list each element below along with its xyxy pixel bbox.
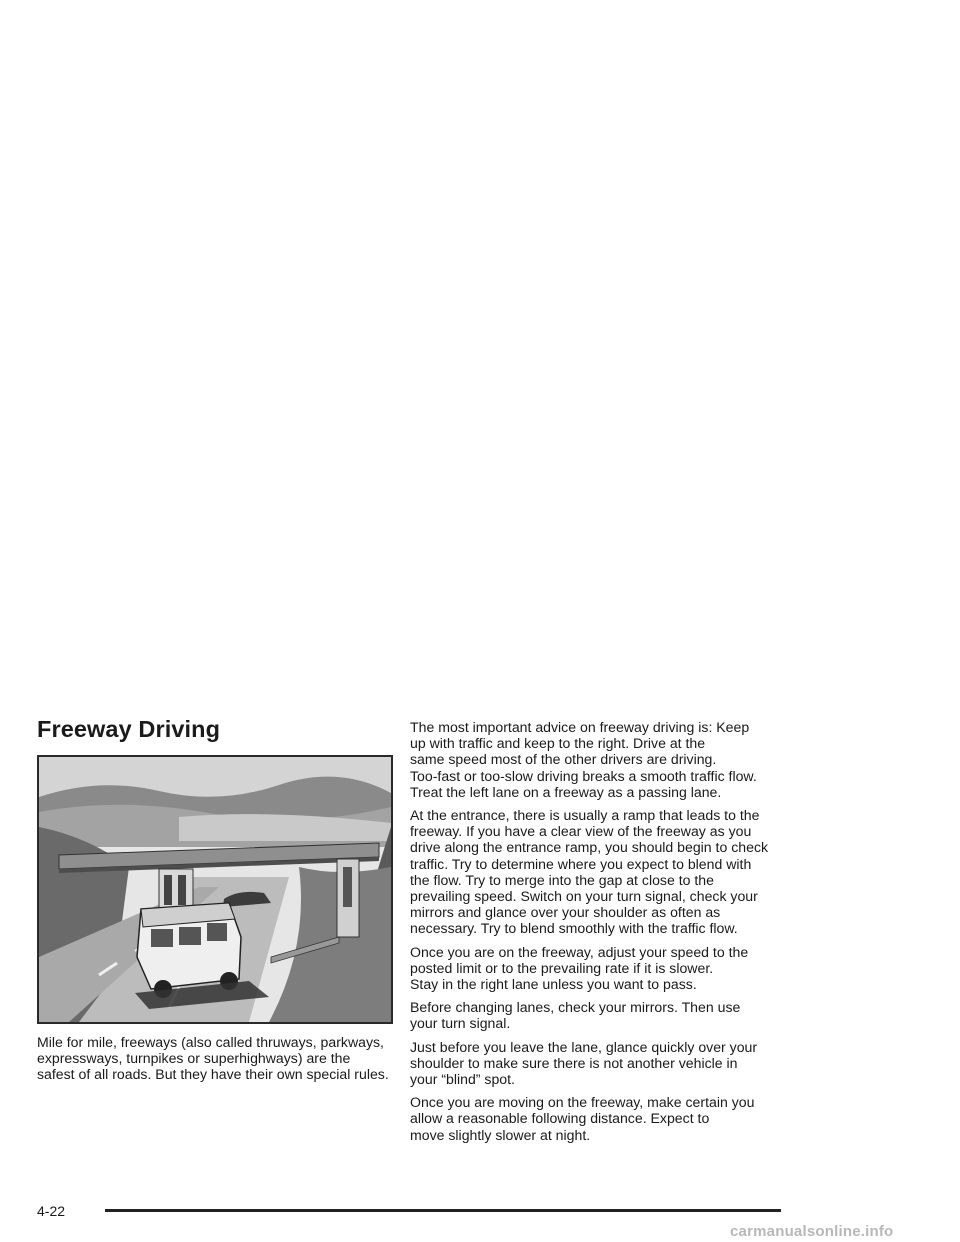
paragraph-5: Just before you leave the lane, glance quickly over your shoulder to make sure there is not another vehicle in your “blind” spot. [410,1038,758,1088]
intro-paragraph: Mile for mile, freeways (also called thruways, parkways, expressways, turnpikes or superhighways) are the safest of all roads. But they have their own special rules. [37,1034,389,1083]
paragraph-1: The most important advice on freeway driving is: Keep up with traffic and keep to the right. Drive at the same speed most of the other drivers are driving. Too-fast or too-slow driving breaks a smooth traffic flow. Treat the left lane on a freeway as a passing lane. [410,719,757,800]
right-column [410,719,782,1150]
page-number: 4-22 [37,1203,66,1219]
footer-rule [105,1209,781,1212]
freeway-illustration [37,755,393,1024]
paragraph-6: Once you are moving on the freeway, make certain you allow a reasonable following distance. Expect to move slightly slower at night. [410,1094,755,1143]
left-column [37,714,397,1090]
freeway-scene-image [39,757,391,1022]
paragraph-4: Before changing lanes, check your mirrors. Then use your turn signal. [410,999,741,1032]
paragraph-3: Once you are on the freeway, adjust your speed to the posted limit or to the prevailing rate if it is slower. Stay in the right lane unless you want to pass. [410,943,749,993]
section-title: Freeway Driving [37,716,221,742]
watermark: carmanualsonline.info [730,1223,894,1240]
paragraph-2: At the entrance, there is usually a ramp that leads to the freeway. If you have a clear view of the freeway as you drive along the entrance ramp, you should begin to check traffic. Try to determine where you expect to blend with the flow. Try to merge into the gap at close to the prevailing speed. Switch on your turn signal, check your mirrors and glance over your shoulder as often as necessary. Try to blend smoothly with the traffic flow. [410,807,769,937]
